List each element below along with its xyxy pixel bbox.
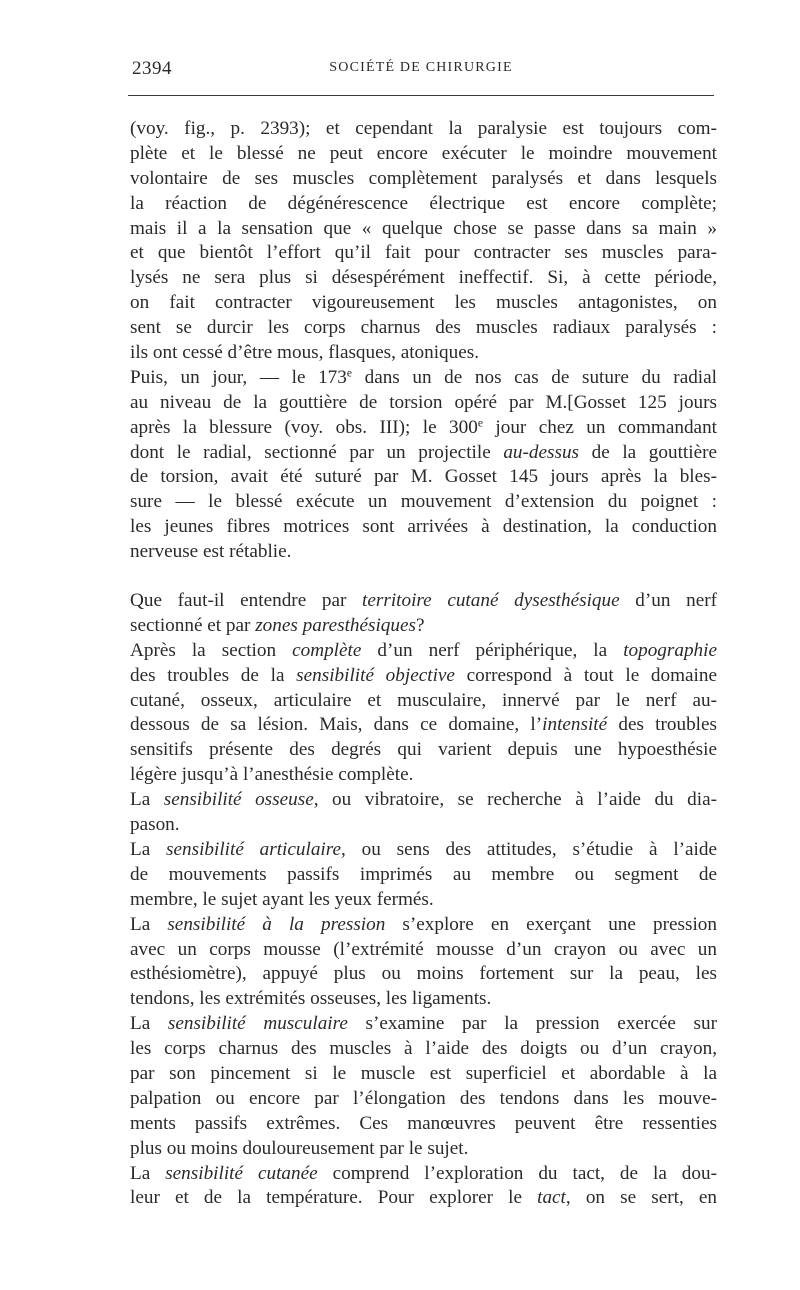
- italic-term: sensibilité à la pression: [167, 913, 386, 935]
- text-run: on fait contracter vigoureusement les muscles antagonistes, on: [130, 292, 717, 314]
- text-run: de mouvements passifs imprimés au membre ou segment de: [130, 863, 717, 885]
- text-run: correspond à tout le domaine: [454, 664, 717, 686]
- text-run: d’un nerf: [619, 590, 718, 612]
- italic-term: territoire cutané dysesthésique: [362, 590, 620, 612]
- text-run: et que bientôt l’effort qu’il fait pour contracter ses muscles para-: [130, 242, 717, 264]
- text-run: comprend l’exploration du tact, de la dou-: [317, 1162, 717, 1184]
- paragraph: [130, 838, 717, 913]
- italic-term: topographie: [623, 639, 717, 661]
- text-run: plète et le blessé ne peut encore exécuter le moindre mouvement: [130, 142, 717, 164]
- text-run: avec un corps mousse (l’extrémité mousse d’un crayon ou avec un: [130, 938, 717, 960]
- italic-term: complète: [292, 639, 362, 661]
- text-run: les corps charnus des muscles à l’aide des doigts ou d’un crayon,: [130, 1038, 717, 1060]
- text-run: ments passifs extrêmes. Ces manœuvres peuvent être ressenties: [130, 1112, 717, 1134]
- text-run: La: [130, 838, 167, 860]
- text-run: (voy. fig., p. 2393); et cependant la paralysie est toujours com-: [130, 118, 717, 139]
- text-line: [130, 167, 717, 192]
- text-run: dessous de sa lésion. Mais, dans ce domaine, l’: [130, 714, 543, 736]
- italic-term: sensibilité osseuse: [163, 789, 314, 811]
- text-line: [130, 1087, 717, 1112]
- text-line: [130, 888, 717, 913]
- ordinal-superscript: e: [477, 417, 483, 430]
- text-run: de torsion, avait été suturé par M. Gosset 145 jours après la bles-: [130, 466, 717, 488]
- italic-term: sensibilité articulaire: [166, 838, 342, 860]
- text-run: légère jusqu’à l’anesthésie complète.: [130, 764, 414, 786]
- header-rule: [128, 95, 714, 96]
- text-run: , on se sert, en: [565, 1187, 717, 1209]
- text-line: [130, 341, 717, 366]
- text-run: La: [130, 1013, 168, 1035]
- paragraph: [130, 913, 717, 1013]
- text-line: [130, 1162, 717, 1187]
- text-line: [130, 614, 717, 639]
- text-line: [130, 987, 717, 1012]
- text-run: La: [130, 789, 164, 811]
- text-line: [130, 316, 717, 341]
- text-run: sure — le blessé exécute un mouvement d’extension du poignet :: [130, 491, 717, 513]
- text-line: [130, 1137, 717, 1162]
- text-run: , ou vibratoire, se recherche à l’aide du dia-: [313, 789, 717, 811]
- text-line: [130, 1012, 717, 1037]
- text-run: la réaction de dégénérescence électrique est encore complète;: [130, 192, 717, 214]
- text-line: [130, 192, 717, 217]
- text-line: [130, 1037, 717, 1062]
- text-line: [130, 366, 717, 391]
- text-run: Puis, un jour, — le 173: [130, 366, 347, 388]
- text-run: de la gouttière: [579, 441, 718, 463]
- italic-term: au-dessus: [503, 441, 580, 463]
- text-run: membre, le sujet ayant les yeux fermés.: [130, 888, 434, 910]
- text-line: [130, 490, 717, 515]
- text-run: plus ou moins douloureusement par le sujet.: [130, 1137, 469, 1159]
- text-run: ils ont cessé d’être mous, flasques, atoniques.: [130, 342, 480, 364]
- paragraph: [130, 1012, 717, 1161]
- text-line: [130, 639, 717, 664]
- text-run: , ou sens des attitudes, s’étudie à l’aide: [341, 838, 717, 860]
- text-line: [130, 465, 717, 490]
- text-run: s’examine par la pression exercée sur: [347, 1013, 717, 1035]
- text-run: jour chez un commandant: [482, 416, 717, 438]
- text-line: [130, 217, 717, 242]
- text-run: ?: [415, 614, 425, 636]
- italic-term: zones paresthésiques: [255, 614, 416, 636]
- text-run: des troubles de la: [130, 664, 297, 686]
- page-number: 2394: [132, 58, 172, 79]
- italic-term: sensibilité objective: [296, 664, 455, 686]
- text-run: volontaire de ses muscles complètement paralysés et dans lesquels: [130, 167, 717, 189]
- paragraph: [130, 589, 717, 639]
- paragraph: [130, 1162, 717, 1212]
- text-line: [130, 1112, 717, 1137]
- text-run: dans un de nos cas de suture du radial: [351, 366, 717, 388]
- text-line: [130, 1062, 717, 1087]
- text-line: [130, 763, 717, 788]
- italic-term: tact: [537, 1187, 566, 1209]
- page-header: [128, 58, 714, 88]
- text-line: [130, 788, 717, 813]
- paragraph: [130, 788, 717, 838]
- text-line: [130, 689, 717, 714]
- text-run: cutané, osseux, articulaire et musculaire, innervé par le nerf au-: [130, 689, 717, 711]
- text-run: sent se durcir les corps charnus des muscles radiaux paralysés :: [130, 317, 717, 339]
- italic-term: sensibilité musculaire: [167, 1013, 348, 1035]
- text-run: tendons, les extrémités osseuses, les ligaments.: [130, 988, 492, 1010]
- paragraph: [130, 117, 717, 366]
- text-run: sectionné et par: [130, 614, 256, 636]
- text-line: [130, 713, 717, 738]
- text-line: [130, 441, 717, 466]
- text-run: mais il a la sensation que « quelque chose se passe dans sa main »: [130, 217, 717, 239]
- text-run: esthésiomètre), appuyé plus ou moins fortement sur la peau, les: [130, 963, 717, 985]
- text-run: s’explore en exerçant une pression: [385, 913, 717, 935]
- text-run: sensitifs présente des degrés qui varient depuis une hypoesthésie: [130, 739, 717, 761]
- text-run: pason.: [130, 814, 180, 836]
- italic-term: sensibilité cutanée: [165, 1162, 318, 1184]
- italic-term: intensité: [542, 714, 608, 736]
- text-line: [130, 938, 717, 963]
- body-text: [130, 117, 717, 1211]
- text-line: [130, 838, 717, 863]
- paragraph: [130, 366, 717, 565]
- text-line: [130, 913, 717, 938]
- running-title: SOCIÉTÉ DE CHIRURGIE: [329, 60, 513, 75]
- text-line: [130, 117, 717, 142]
- text-line: [130, 1186, 717, 1211]
- text-run: lysés ne sera plus si désespérément ineffectif. Si, à cette période,: [130, 267, 717, 289]
- text-run: d’un nerf périphérique, la: [361, 639, 624, 661]
- text-line: [130, 291, 717, 316]
- text-run: Après la section: [130, 639, 293, 661]
- text-run: les jeunes fibres motrices sont arrivées à destination, la conduction: [130, 516, 717, 538]
- text-line: [130, 738, 717, 763]
- text-run: des troubles: [607, 714, 717, 736]
- ordinal-superscript: e: [346, 367, 352, 380]
- text-line: [130, 515, 717, 540]
- text-run: leur et de la température. Pour explorer le: [130, 1187, 538, 1209]
- text-line: [130, 589, 717, 614]
- text-run: dont le radial, sectionné par un projectile: [130, 441, 504, 463]
- text-line: [130, 863, 717, 888]
- text-line: [130, 391, 717, 416]
- text-line: [130, 416, 717, 441]
- text-line: [130, 540, 717, 565]
- text-line: [130, 142, 717, 167]
- text-run: La: [130, 913, 168, 935]
- text-line: [130, 241, 717, 266]
- text-line: [130, 664, 717, 689]
- text-run: après la blessure (voy. obs. III); le 300: [130, 416, 478, 438]
- text-line: [130, 266, 717, 291]
- text-run: palpation ou encore par l’élongation des tendons dans les mouve-: [130, 1087, 717, 1109]
- text-run: La: [130, 1162, 166, 1184]
- text-run: nerveuse est rétablie.: [130, 541, 292, 563]
- text-run: au niveau de la gouttière de torsion opéré par M.[Gosset 125 jours: [130, 391, 717, 413]
- text-run: par son pincement si le muscle est superficiel et abordable à la: [130, 1062, 717, 1084]
- text-line: [130, 962, 717, 987]
- text-line: [130, 813, 717, 838]
- paragraph-gap: [130, 565, 717, 589]
- paragraph: [130, 639, 717, 788]
- text-run: Que faut-il entendre par: [130, 590, 363, 612]
